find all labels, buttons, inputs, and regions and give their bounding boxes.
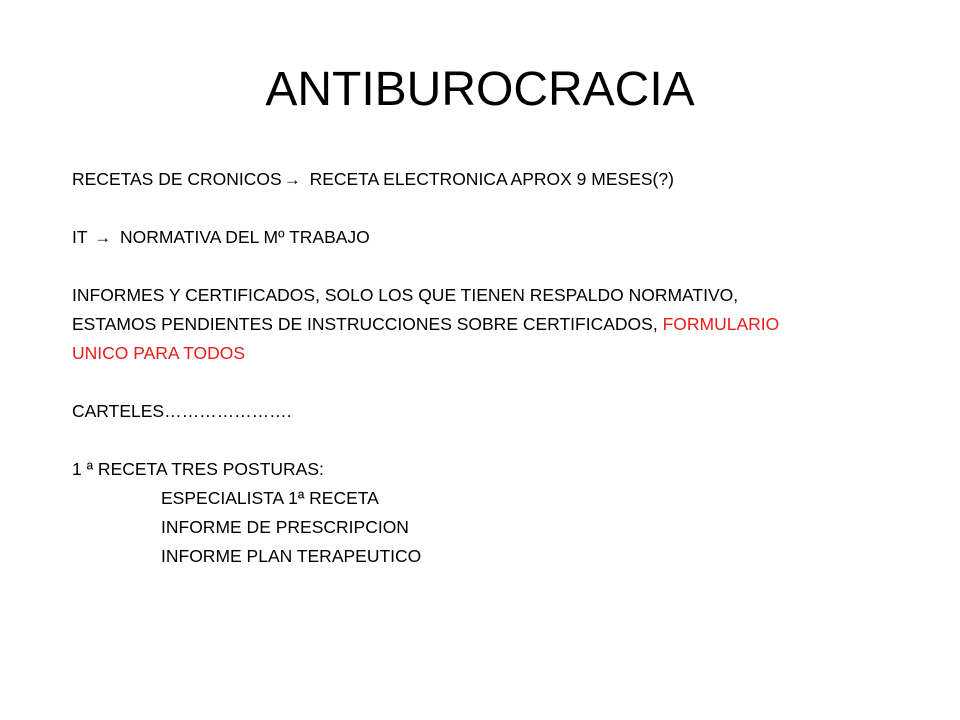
option-especialista: ESPECIALISTA 1ª RECETA (161, 488, 379, 508)
it-label: IT (72, 227, 93, 247)
option-informe-plan: INFORME PLAN TERAPEUTICO (161, 546, 422, 566)
arrow-right-icon: → (283, 170, 301, 189)
informes-pending-text: ESTAMOS PENDIENTES DE INSTRUCCIONES SOBRE CERTIFICADOS, (72, 314, 663, 334)
slide-body (72, 165, 892, 571)
it-detail: NORMATIVA DEL Mº TRABAJO (115, 227, 370, 247)
unico-highlight: UNICO PARA TODOS (72, 343, 246, 363)
recetas-label: RECETAS DE CRONICOS (72, 169, 282, 189)
it-line (72, 223, 892, 252)
formulario-highlight: FORMULARIO (662, 314, 780, 334)
carteles-line: CARTELES…………………. (72, 401, 292, 421)
option-informe-prescripcion: INFORME DE PRESCRIPCION (161, 517, 409, 537)
primera-receta-heading: 1 ª RECETA TRES POSTURAS: (72, 459, 324, 479)
recetas-line (72, 165, 892, 194)
slide-title: ANTIBUROCRACIA (265, 63, 695, 116)
informes-line-2 (72, 310, 892, 339)
informes-line-1: INFORMES Y CERTIFICADOS, SOLO LOS QUE TIENEN RESPALDO NORMATIVO, (72, 285, 739, 305)
recetas-detail: RECETA ELECTRONICA APROX 9 MESES(?) (304, 169, 674, 189)
arrow-right-icon: → (94, 228, 112, 247)
